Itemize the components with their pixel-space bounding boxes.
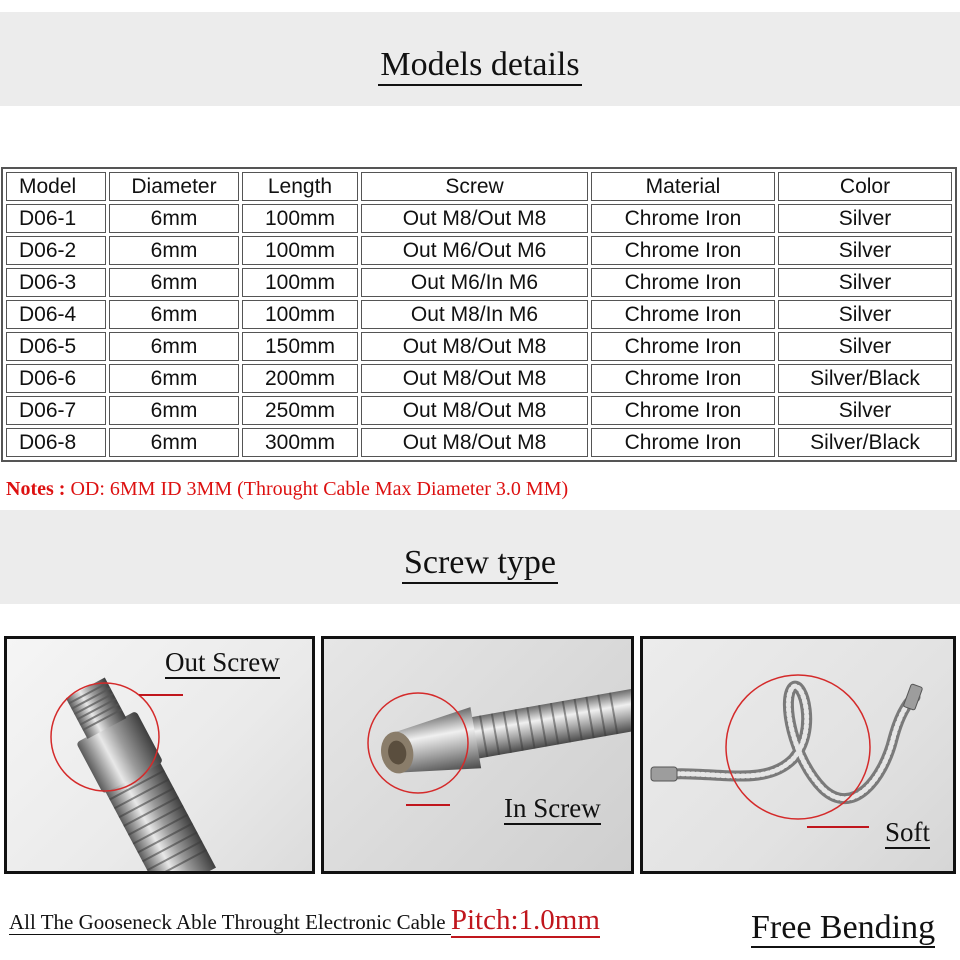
soft-photo (640, 636, 956, 874)
cell-material: Chrome Iron (591, 364, 775, 393)
models-table (1, 167, 957, 462)
cell-model: D06-2 (6, 236, 106, 265)
cell-diameter: 6mm (109, 396, 239, 425)
cell-diameter: 6mm (109, 204, 239, 233)
cell-material: Chrome Iron (591, 268, 775, 297)
free-bending-label: Free Bending (751, 909, 936, 946)
table-row (6, 364, 952, 393)
table-row (6, 332, 952, 361)
cell-color: Silver/Black (778, 428, 952, 457)
footer-caption (9, 904, 600, 937)
in-screw-illustration (324, 639, 631, 871)
table-row (6, 428, 952, 457)
cell-length: 150mm (242, 332, 358, 361)
cell-color: Silver (778, 236, 952, 265)
column-header: Color (778, 172, 952, 201)
cell-color: Silver (778, 396, 952, 425)
cell-material: Chrome Iron (591, 428, 775, 457)
table-row (6, 268, 952, 297)
cell-model: D06-3 (6, 268, 106, 297)
column-header: Model (6, 172, 106, 201)
cell-material: Chrome Iron (591, 300, 775, 329)
column-header: Material (591, 172, 775, 201)
notes-label: Notes : (6, 478, 66, 500)
out-screw-photo (4, 636, 315, 874)
cell-model: D06-1 (6, 204, 106, 233)
models-details-title: Models details (0, 46, 960, 84)
cell-screw: Out M8/Out M8 (361, 428, 588, 457)
notes-text: OD: 6MM ID 3MM (Throught Cable Max Diameter 3.0 MM) (65, 478, 569, 500)
cell-material: Chrome Iron (591, 396, 775, 425)
cell-screw: Out M8/Out M8 (361, 396, 588, 425)
cell-diameter: 6mm (109, 300, 239, 329)
cell-diameter: 6mm (109, 428, 239, 457)
in-screw-label: In Screw (504, 793, 601, 823)
soft-label: Soft (885, 817, 931, 847)
table-row (6, 300, 952, 329)
table-row (6, 236, 952, 265)
cell-screw: Out M8/Out M8 (361, 204, 588, 233)
cell-length: 100mm (242, 300, 358, 329)
cell-color: Silver (778, 300, 952, 329)
column-header: Length (242, 172, 358, 201)
cell-material: Chrome Iron (591, 204, 775, 233)
in-screw-photo (321, 636, 634, 874)
cell-screw: Out M8/In M6 (361, 300, 588, 329)
cell-model: D06-6 (6, 364, 106, 393)
column-header: Screw (361, 172, 588, 201)
notes (6, 478, 568, 501)
cell-diameter: 6mm (109, 268, 239, 297)
cell-diameter: 6mm (109, 364, 239, 393)
cell-model: D06-7 (6, 396, 106, 425)
table-row (6, 396, 952, 425)
cell-color: Silver (778, 268, 952, 297)
cell-model: D06-8 (6, 428, 106, 457)
models-details-banner (0, 12, 960, 106)
screw-type-title: Screw type (0, 544, 960, 582)
cell-screw: Out M8/Out M8 (361, 364, 588, 393)
cell-screw: Out M6/Out M6 (361, 236, 588, 265)
out-screw-label: Out Screw (165, 647, 280, 677)
cell-diameter: 6mm (109, 236, 239, 265)
cell-model: D06-4 (6, 300, 106, 329)
cell-length: 100mm (242, 268, 358, 297)
table-header-row (6, 172, 952, 201)
cell-length: 300mm (242, 428, 358, 457)
column-header: Diameter (109, 172, 239, 201)
cell-color: Silver/Black (778, 364, 952, 393)
cell-diameter: 6mm (109, 332, 239, 361)
cell-color: Silver (778, 332, 952, 361)
cell-material: Chrome Iron (591, 236, 775, 265)
cell-length: 250mm (242, 396, 358, 425)
cell-material: Chrome Iron (591, 332, 775, 361)
cell-length: 100mm (242, 204, 358, 233)
footer-text: All The Gooseneck Able Throught Electronic Cable (9, 910, 451, 934)
cell-length: 200mm (242, 364, 358, 393)
cell-model: D06-5 (6, 332, 106, 361)
cell-screw: Out M8/Out M8 (361, 332, 588, 361)
table-row (6, 204, 952, 233)
pitch-label: Pitch:1.0mm (450, 904, 600, 936)
cell-length: 100mm (242, 236, 358, 265)
screw-type-banner (0, 510, 960, 604)
cell-screw: Out M6/In M6 (361, 268, 588, 297)
cell-color: Silver (778, 204, 952, 233)
